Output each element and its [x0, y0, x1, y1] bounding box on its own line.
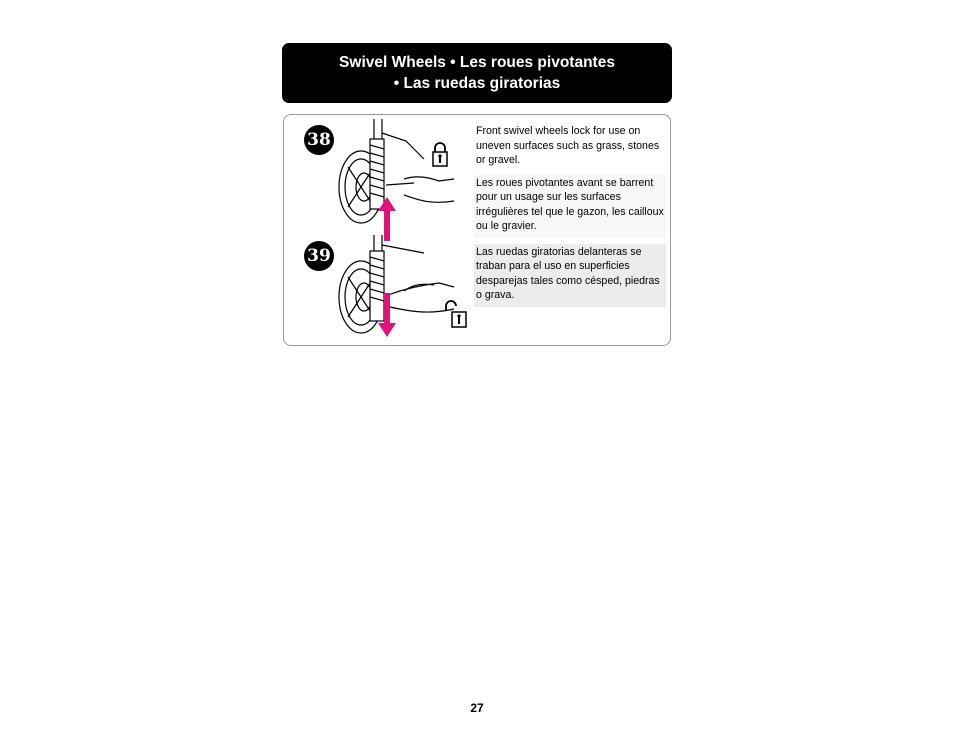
instruction-spanish: Las ruedas giratorias delanteras se traban para el uso en superficies desparejas tales como césped, piedras o grava. — [474, 244, 666, 307]
arrow-down-icon — [377, 293, 397, 337]
illustration — [304, 119, 472, 341]
section-title-line2: • Las ruedas giratorias — [393, 75, 561, 92]
instruction-panel — [283, 114, 671, 346]
page-number: 27 — [470, 701, 484, 715]
instruction-french: Les roues pivotantes avant se barrent pour un usage sur les surfaces irrégulières tel que le gazon, les cailloux ou le gravier. — [474, 175, 666, 238]
instruction-english: Front swivel wheels lock for use on uneven surfaces such as grass, stones or gravel. — [476, 125, 660, 166]
step-number-badge: 39 — [304, 241, 334, 271]
section-title-line1: Swivel Wheels • Les roues pivotantes — [339, 54, 615, 71]
locked-padlock-icon — [432, 141, 448, 167]
instructions-text — [474, 123, 666, 307]
section-header — [282, 43, 672, 103]
step-number-badge: 38 — [304, 125, 334, 155]
unlocked-padlock-icon — [444, 299, 468, 329]
